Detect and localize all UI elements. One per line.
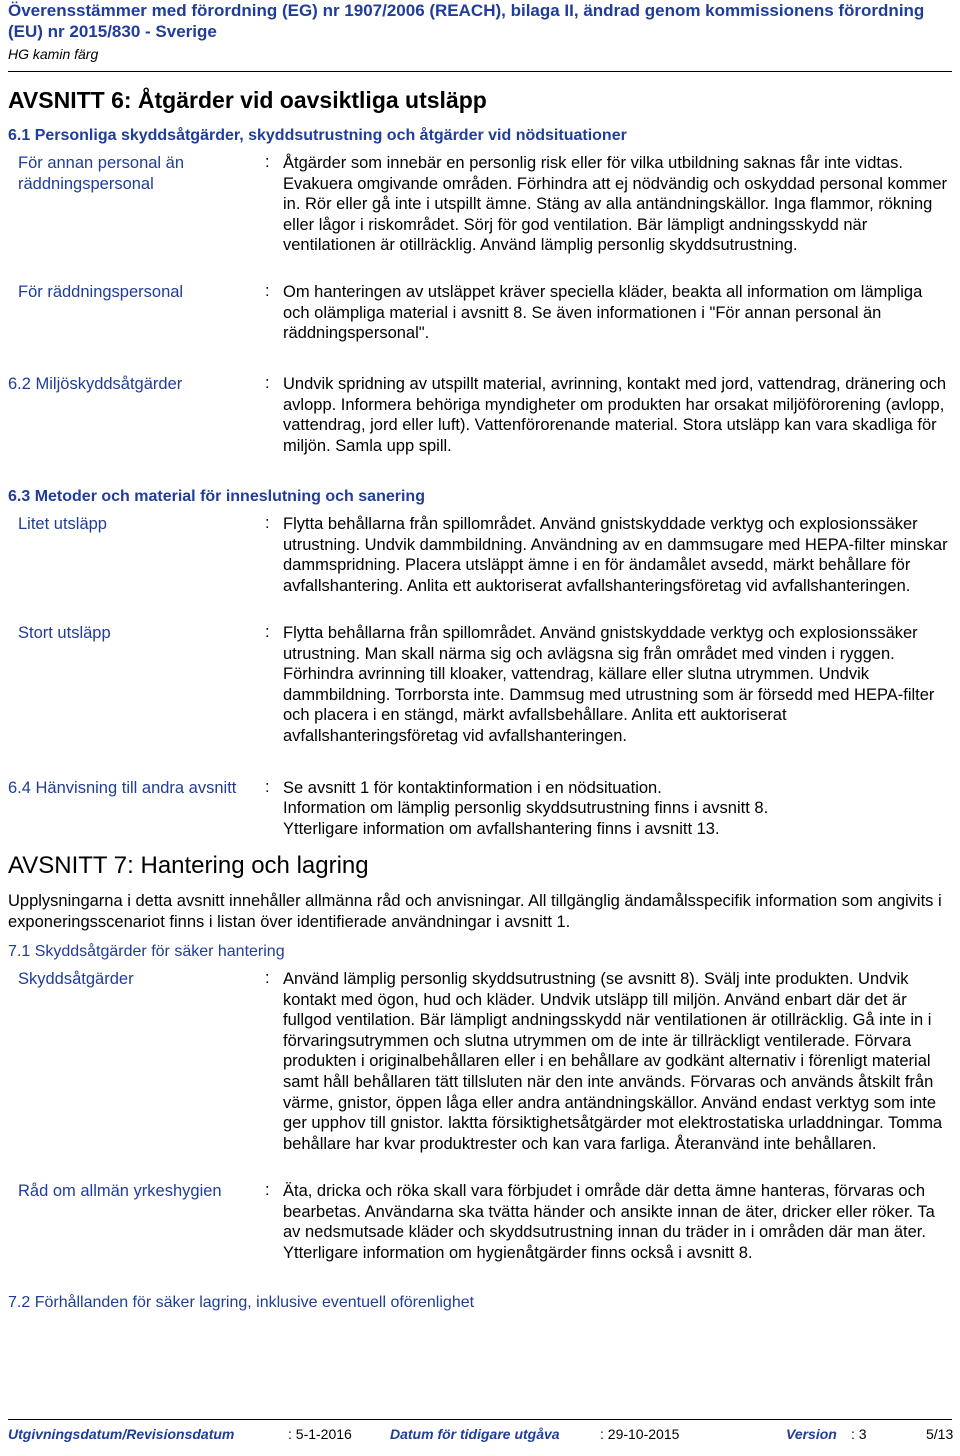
colon: :: [265, 778, 270, 796]
colon: :: [265, 514, 270, 532]
section-6-3-heading: 6.3 Metoder och material för inneslutning och sanering: [8, 488, 425, 505]
colon: :: [265, 153, 270, 171]
label-small-spill: Litet utsläpp: [18, 515, 107, 533]
text-6-4-line2: Information om lämplig personlig skyddsutrustning finns i avsnitt 8.: [283, 799, 769, 817]
label-protective-measures: Skyddsåtgärder: [18, 970, 134, 988]
label-6-2-environment: 6.2 Miljöskyddsåtgärder: [8, 375, 183, 393]
colon: :: [265, 282, 270, 300]
label-large-spill: Stort utsläpp: [18, 624, 111, 642]
colon: :: [265, 1181, 270, 1199]
footer-page-number: 5/13: [926, 1426, 954, 1442]
label-occupational-hygiene: Råd om allmän yrkeshygien: [18, 1182, 222, 1200]
footer-version-value: : 3: [851, 1426, 867, 1442]
label-rescue-personnel: För räddningspersonal: [18, 283, 184, 301]
footer-version-label: Version: [786, 1426, 837, 1442]
footer-divider: [8, 1419, 952, 1420]
footer-previous-value: : 29-10-2015: [600, 1426, 680, 1442]
colon: :: [265, 969, 270, 987]
section-6-1-heading: 6.1 Personliga skyddsåtgärder, skyddsutrustning och åtgärder vid nödsituationer: [8, 127, 627, 144]
label-other-personnel: För annan personal än räddningspersonal: [18, 154, 185, 193]
section-7-1-heading: 7.1 Skyddsåtgärder för säker hantering: [8, 943, 285, 960]
text-small-spill: Flytta behållarna från spillområdet. Använd gnistskyddade verktyg och explosionssäker utrustning. Undvik dammbildning. Användning av en dammsugare med HEPA-filter minskar dammspridning. Placera utsläppt ämne i en för ändamålet avsedd, märkt behållare för avfallshantering. Anlita ett auktoriserat avfallshanteringsföretag vid avfallshanteringen.: [283, 515, 948, 595]
header-divider: [8, 71, 952, 72]
colon: :: [265, 623, 270, 641]
text-rescue-personnel: Om hanteringen av utsläppet kräver speciella kläder, beakta all information om lämpliga och olämpliga material i avsnitt 8. Se även informationen i "För annan personal än räddningspersonal".: [283, 283, 923, 343]
section-7-heading: AVSNITT 7: Hantering och lagring: [8, 852, 369, 879]
text-6-4-line1: Se avsnitt 1 för kontaktinformation i en nödsituation.: [283, 779, 662, 797]
text-6-2-environment: Undvik spridning av utspillt material, avrinning, kontakt med jord, vattendrag, dränering och avlopp. Informera behöriga myndigheter om produkten har orsakat miljöförorening (avlopp, vattendrag, jord eller luft). Vattenförorenande material. Stora utsläpp kan vara skadliga för miljön. Samla upp spill.: [283, 375, 947, 455]
document-header-title: Överensstämmer med förordning (EG) nr 1907/2006 (REACH), bilaga II, ändrad genom kommissionens förordning (EU) nr 2015/830 - Sverige: [8, 1, 925, 41]
footer-issue-label: Utgivningsdatum/Revisionsdatum: [8, 1426, 235, 1442]
product-name: HG kamin färg: [8, 46, 99, 62]
text-6-4-line3: Ytterligare information om avfallshantering finns i avsnitt 13.: [283, 820, 720, 838]
footer: [8, 1424, 952, 1446]
text-protective-measures: Använd lämplig personlig skyddsutrustning (se avsnitt 8). Svälj inte produkten. Undvik kontakt med ögon, hud och kläder. Undvik utsläpp till miljön. Använd enbart där det är fullgod ventilation. Bär lämpligt andningsskydd när ventilationen är otillräcklig. Gå inte in i förvaringsutrymmen och slutna utrymmen om de inte är tillräckligt ventilerade. Förvara produkten i originalbehållaren eller i en behållare av godkänt alternativ i förenligt material samt håll behållaren tätt tillsluten när den inte används. Förvaras och används åtskilt från värme, gnistor, öppen låga eller andra antändningskällor. Använd endast verktyg som inte ger upphov till gnistor. laktta försiktighetsåtgärder mot elektrostatiska urladdningar. Tomma behållare har kvar produktrester och kan vara farliga. Återanvänd inte behållaren.: [283, 970, 943, 1153]
colon: :: [265, 374, 270, 392]
text-large-spill: Flytta behållarna från spillområdet. Använd gnistskyddade verktyg och explosionssäker utrustning. Man skall närma sig och avlägsna sig från området med vinden i ryggen. Förhindra avrinning till kloaker, vattendrag, källare eller slutna utrymmen. Undvik dammbildning. Torrborsta inte. Dammsug med utrustning som är försedd med HEPA-filter och placera i en stängd, märkt avfallsbehållare. Anlita ett auktoriserat avfallshanteringsföretag vid avfallshanteringen.: [283, 624, 935, 745]
text-occupational-hygiene: Äta, dricka och röka skall vara förbjudet i område där detta ämne hanteras, förvaras och bearbetas. Användarna ska tvätta händer och ansikte innan de äter, dricker eller röker. Ta av nedsmutsade kläder och skyddsutrustning innan du träder in i områden där man äter. Ytterligare information om hygienåtgärder finns också i avsnitt 8.: [283, 1182, 935, 1262]
section-7-intro: Upplysningarna i detta avsnitt innehåller allmänna råd och anvisningar. All tillgänglig ändamålsspecifik information som angivits i exponeringsscenariot finns i listan över identifierade användningar i avsnitt 1.: [8, 892, 942, 931]
section-7-2-heading: 7.2 Förhållanden för säker lagring, inklusive eventuell oförenlighet: [8, 1294, 475, 1311]
section-6-heading: AVSNITT 6: Åtgärder vid oavsiktliga utsläpp: [8, 87, 487, 113]
text-other-personnel: Åtgärder som innebär en personlig risk eller för vilka utbildning saknas får inte vidtas. Evakuera omgivande områden. Förhindra att ej nödvändig och oskyddad personal kommer in. Rör eller gå inte i utspillt ämne. Stäng av alla antändningskällor. Inga flammor, rökning eller lågor i riskområdet. Sörj för god ventilation. Bär lämpligt andningsskydd när ventilationen är otillräcklig. Använd lämplig personlig skyddsutrustning.: [283, 154, 948, 255]
footer-issue-value: : 5-1-2016: [288, 1426, 352, 1442]
label-6-4-reference: 6.4 Hänvisning till andra avsnitt: [8, 779, 237, 797]
footer-previous-label: Datum för tidigare utgåva: [390, 1426, 560, 1442]
